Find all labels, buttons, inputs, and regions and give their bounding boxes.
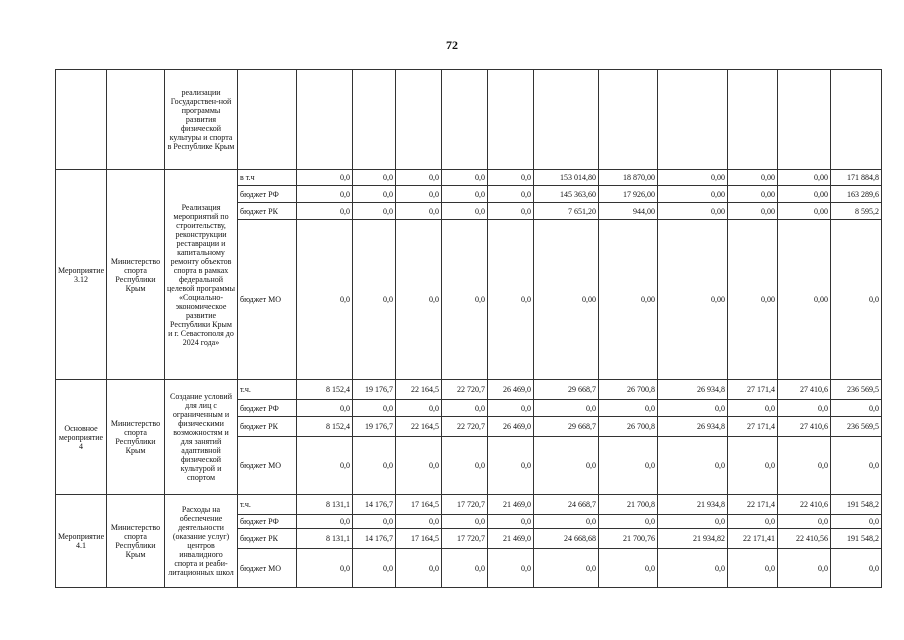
page-number: 72 (446, 38, 458, 52)
amount-cell: 0,0 (831, 515, 882, 529)
amount-cell: 0,0 (658, 549, 728, 588)
funding-source-cell: бюджет МО (238, 437, 297, 495)
amount-cell: 22 164,5 (396, 417, 442, 437)
measure-name-cell: Мероприятие 4.1 (56, 495, 107, 588)
amount-cell: 0,0 (396, 515, 442, 529)
amount-cell: 0,0 (658, 400, 728, 417)
amount-cell: 22 720,7 (442, 417, 488, 437)
amount-cell: 0,0 (488, 203, 534, 220)
funding-source-cell: бюджет РФ (238, 515, 297, 529)
amount-cell: 0,0 (353, 170, 396, 186)
amount-cell: 0,0 (442, 400, 488, 417)
amount-cell: 26 469,0 (488, 417, 534, 437)
amount-cell (297, 70, 353, 170)
table-row (56, 380, 882, 400)
amount-cell: 0,0 (353, 515, 396, 529)
amount-cell: 0,0 (297, 549, 353, 588)
amount-cell: 0,0 (534, 515, 599, 529)
funding-source-cell: бюджет РК (238, 529, 297, 549)
table-row (56, 170, 882, 186)
amount-cell: 17 720,7 (442, 529, 488, 549)
amount-cell: 8 152,4 (297, 380, 353, 400)
amount-cell: 0,0 (353, 186, 396, 203)
measure-description-cell: реализации Государствен-ной программы развития физической культуры и спорта в Республике Крым (165, 70, 238, 170)
amount-cell: 29 668,7 (534, 417, 599, 437)
amount-cell: 14 176,7 (353, 529, 396, 549)
budget-table (55, 69, 882, 588)
amount-cell: 0,0 (442, 437, 488, 495)
amount-cell: 21 934,8 (658, 495, 728, 515)
amount-cell: 191 548,2 (831, 495, 882, 515)
amount-cell: 0,0 (534, 549, 599, 588)
amount-cell: 0,0 (778, 437, 831, 495)
amount-cell: 0,0 (488, 437, 534, 495)
amount-cell: 8 595,2 (831, 203, 882, 220)
amount-cell: 0,0 (396, 400, 442, 417)
amount-cell: 22 164,5 (396, 380, 442, 400)
measure-name-cell: Мероприятие 3.12 (56, 170, 107, 380)
amount-cell: 0,0 (534, 400, 599, 417)
amount-cell: 17 720,7 (442, 495, 488, 515)
amount-cell: 0,0 (297, 203, 353, 220)
amount-cell (728, 70, 778, 170)
amount-cell: 26 700,8 (599, 417, 658, 437)
amount-cell: 0,00 (658, 203, 728, 220)
amount-cell (778, 70, 831, 170)
amount-cell: 0,00 (534, 220, 599, 380)
amount-cell: 0,00 (778, 186, 831, 203)
amount-cell: 26 934,8 (658, 380, 728, 400)
amount-cell: 0,0 (297, 515, 353, 529)
amount-cell: 0,0 (396, 437, 442, 495)
amount-cell: 236 569,5 (831, 417, 882, 437)
amount-cell: 21 469,0 (488, 529, 534, 549)
funding-source-cell: т.ч. (238, 380, 297, 400)
amount-cell: 0,00 (728, 186, 778, 203)
amount-cell (599, 70, 658, 170)
amount-cell: 0,0 (353, 437, 396, 495)
amount-cell: 0,0 (831, 549, 882, 588)
amount-cell: 22 410,6 (778, 495, 831, 515)
amount-cell: 0,0 (831, 400, 882, 417)
amount-cell: 0,0 (728, 400, 778, 417)
amount-cell: 22 410,56 (778, 529, 831, 549)
amount-cell: 19 176,7 (353, 417, 396, 437)
amount-cell: 0,0 (297, 186, 353, 203)
amount-cell: 17 164,5 (396, 495, 442, 515)
amount-cell: 0,0 (658, 437, 728, 495)
amount-cell: 18 870,00 (599, 170, 658, 186)
amount-cell: 24 668,7 (534, 495, 599, 515)
amount-cell: 191 548,2 (831, 529, 882, 549)
amount-cell: 0,0 (442, 515, 488, 529)
amount-cell: 0,0 (442, 203, 488, 220)
amount-cell: 0,0 (353, 400, 396, 417)
amount-cell: 0,0 (778, 549, 831, 588)
amount-cell: 0,00 (728, 170, 778, 186)
amount-cell: 0,00 (778, 170, 831, 186)
amount-cell: 0,0 (831, 437, 882, 495)
amount-cell: 27 171,4 (728, 380, 778, 400)
amount-cell: 0,0 (297, 220, 353, 380)
amount-cell: 0,00 (778, 220, 831, 380)
amount-cell: 0,0 (728, 515, 778, 529)
amount-cell: 0,0 (488, 400, 534, 417)
amount-cell: 21 700,8 (599, 495, 658, 515)
amount-cell: 27 171,4 (728, 417, 778, 437)
amount-cell: 0,00 (658, 170, 728, 186)
amount-cell: 0,0 (442, 170, 488, 186)
funding-source-cell: бюджет РФ (238, 186, 297, 203)
amount-cell (353, 70, 396, 170)
funding-source-cell: бюджет РК (238, 417, 297, 437)
amount-cell: 0,0 (297, 400, 353, 417)
amount-cell: 0,0 (778, 400, 831, 417)
table-row (56, 70, 882, 170)
funding-source-cell: бюджет РФ (238, 400, 297, 417)
amount-cell: 0,0 (396, 549, 442, 588)
measure-description-cell: Создание условий для лиц с ограниченным и физическими возможностям и для занятий адаптивной физической культурой и спортом (165, 380, 238, 495)
amount-cell: 0,0 (353, 220, 396, 380)
amount-cell: 19 176,7 (353, 380, 396, 400)
amount-cell: 7 651,20 (534, 203, 599, 220)
amount-cell: 0,0 (442, 186, 488, 203)
amount-cell: 27 410,6 (778, 417, 831, 437)
amount-cell: 0,00 (728, 203, 778, 220)
amount-cell: 0,0 (396, 186, 442, 203)
amount-cell: 163 289,6 (831, 186, 882, 203)
amount-cell (658, 70, 728, 170)
responsible-executor-cell: Министерство спорта Республики Крым (107, 380, 165, 495)
amount-cell: 0,0 (396, 203, 442, 220)
amount-cell: 0,0 (534, 437, 599, 495)
funding-source-cell: т.ч. (238, 495, 297, 515)
amount-cell: 0,0 (353, 549, 396, 588)
amount-cell: 14 176,7 (353, 495, 396, 515)
amount-cell: 0,0 (297, 437, 353, 495)
amount-cell: 0,0 (396, 220, 442, 380)
amount-cell: 0,0 (396, 170, 442, 186)
amount-cell: 0,0 (831, 220, 882, 380)
amount-cell (831, 70, 882, 170)
amount-cell: 0,0 (488, 549, 534, 588)
measure-name-cell (56, 70, 107, 170)
amount-cell: 8 131,1 (297, 529, 353, 549)
amount-cell: 153 014,80 (534, 170, 599, 186)
amount-cell: 24 668,68 (534, 529, 599, 549)
amount-cell: 0,0 (442, 220, 488, 380)
amount-cell: 0,0 (488, 186, 534, 203)
amount-cell: 0,00 (599, 220, 658, 380)
amount-cell: 0,0 (353, 203, 396, 220)
amount-cell: 22 720,7 (442, 380, 488, 400)
amount-cell: 236 569,5 (831, 380, 882, 400)
table-body (56, 70, 882, 588)
measure-description-cell: Реализация мероприятий по строительству, реконструкции реставрации и капитальному ремонту объектов спорта в рамках федеральной целевой программы «Социально-экономическое развитие Республики Крым и г. Севастополя до 2024 года» (165, 170, 238, 380)
amount-cell: 0,0 (488, 515, 534, 529)
amount-cell: 29 668,7 (534, 380, 599, 400)
amount-cell: 0,0 (728, 437, 778, 495)
amount-cell: 0,0 (778, 515, 831, 529)
amount-cell: 0,0 (442, 549, 488, 588)
funding-source-cell: бюджет МО (238, 220, 297, 380)
amount-cell: 0,0 (599, 515, 658, 529)
amount-cell: 8 131,1 (297, 495, 353, 515)
amount-cell: 0,0 (599, 549, 658, 588)
amount-cell (442, 70, 488, 170)
measure-name-cell: Основное мероприятие 4 (56, 380, 107, 495)
amount-cell: 17 926,00 (599, 186, 658, 203)
amount-cell: 21 469,0 (488, 495, 534, 515)
funding-source-cell: бюджет МО (238, 549, 297, 588)
responsible-executor-cell: Министерство спорта Республики Крым (107, 170, 165, 380)
funding-source-cell (238, 70, 297, 170)
amount-cell: 22 171,41 (728, 529, 778, 549)
amount-cell: 22 171,4 (728, 495, 778, 515)
amount-cell: 8 152,4 (297, 417, 353, 437)
amount-cell: 0,00 (728, 220, 778, 380)
amount-cell: 26 469,0 (488, 380, 534, 400)
amount-cell (488, 70, 534, 170)
responsible-executor-cell (107, 70, 165, 170)
amount-cell: 26 934,8 (658, 417, 728, 437)
amount-cell: 0,0 (297, 170, 353, 186)
amount-cell: 0,0 (658, 515, 728, 529)
amount-cell: 17 164,5 (396, 529, 442, 549)
amount-cell: 21 934,82 (658, 529, 728, 549)
amount-cell: 0,00 (778, 203, 831, 220)
funding-source-cell: в т.ч (238, 170, 297, 186)
amount-cell (534, 70, 599, 170)
amount-cell: 0,0 (728, 549, 778, 588)
amount-cell: 0,0 (599, 437, 658, 495)
measure-description-cell: Расходы на обеспечение деятельности (оказание услуг) центров инвалидного спорта и реаби-литационных школ (165, 495, 238, 588)
table-row (56, 495, 882, 515)
amount-cell: 944,00 (599, 203, 658, 220)
amount-cell: 0,00 (658, 220, 728, 380)
amount-cell: 21 700,76 (599, 529, 658, 549)
amount-cell (396, 70, 442, 170)
amount-cell: 27 410,6 (778, 380, 831, 400)
responsible-executor-cell: Министерство спорта Республики Крым (107, 495, 165, 588)
amount-cell: 0,0 (599, 400, 658, 417)
funding-source-cell: бюджет РК (238, 203, 297, 220)
amount-cell: 145 363,60 (534, 186, 599, 203)
amount-cell: 0,00 (658, 186, 728, 203)
amount-cell: 0,0 (488, 220, 534, 380)
amount-cell: 171 884,8 (831, 170, 882, 186)
amount-cell: 0,0 (488, 170, 534, 186)
amount-cell: 26 700,8 (599, 380, 658, 400)
